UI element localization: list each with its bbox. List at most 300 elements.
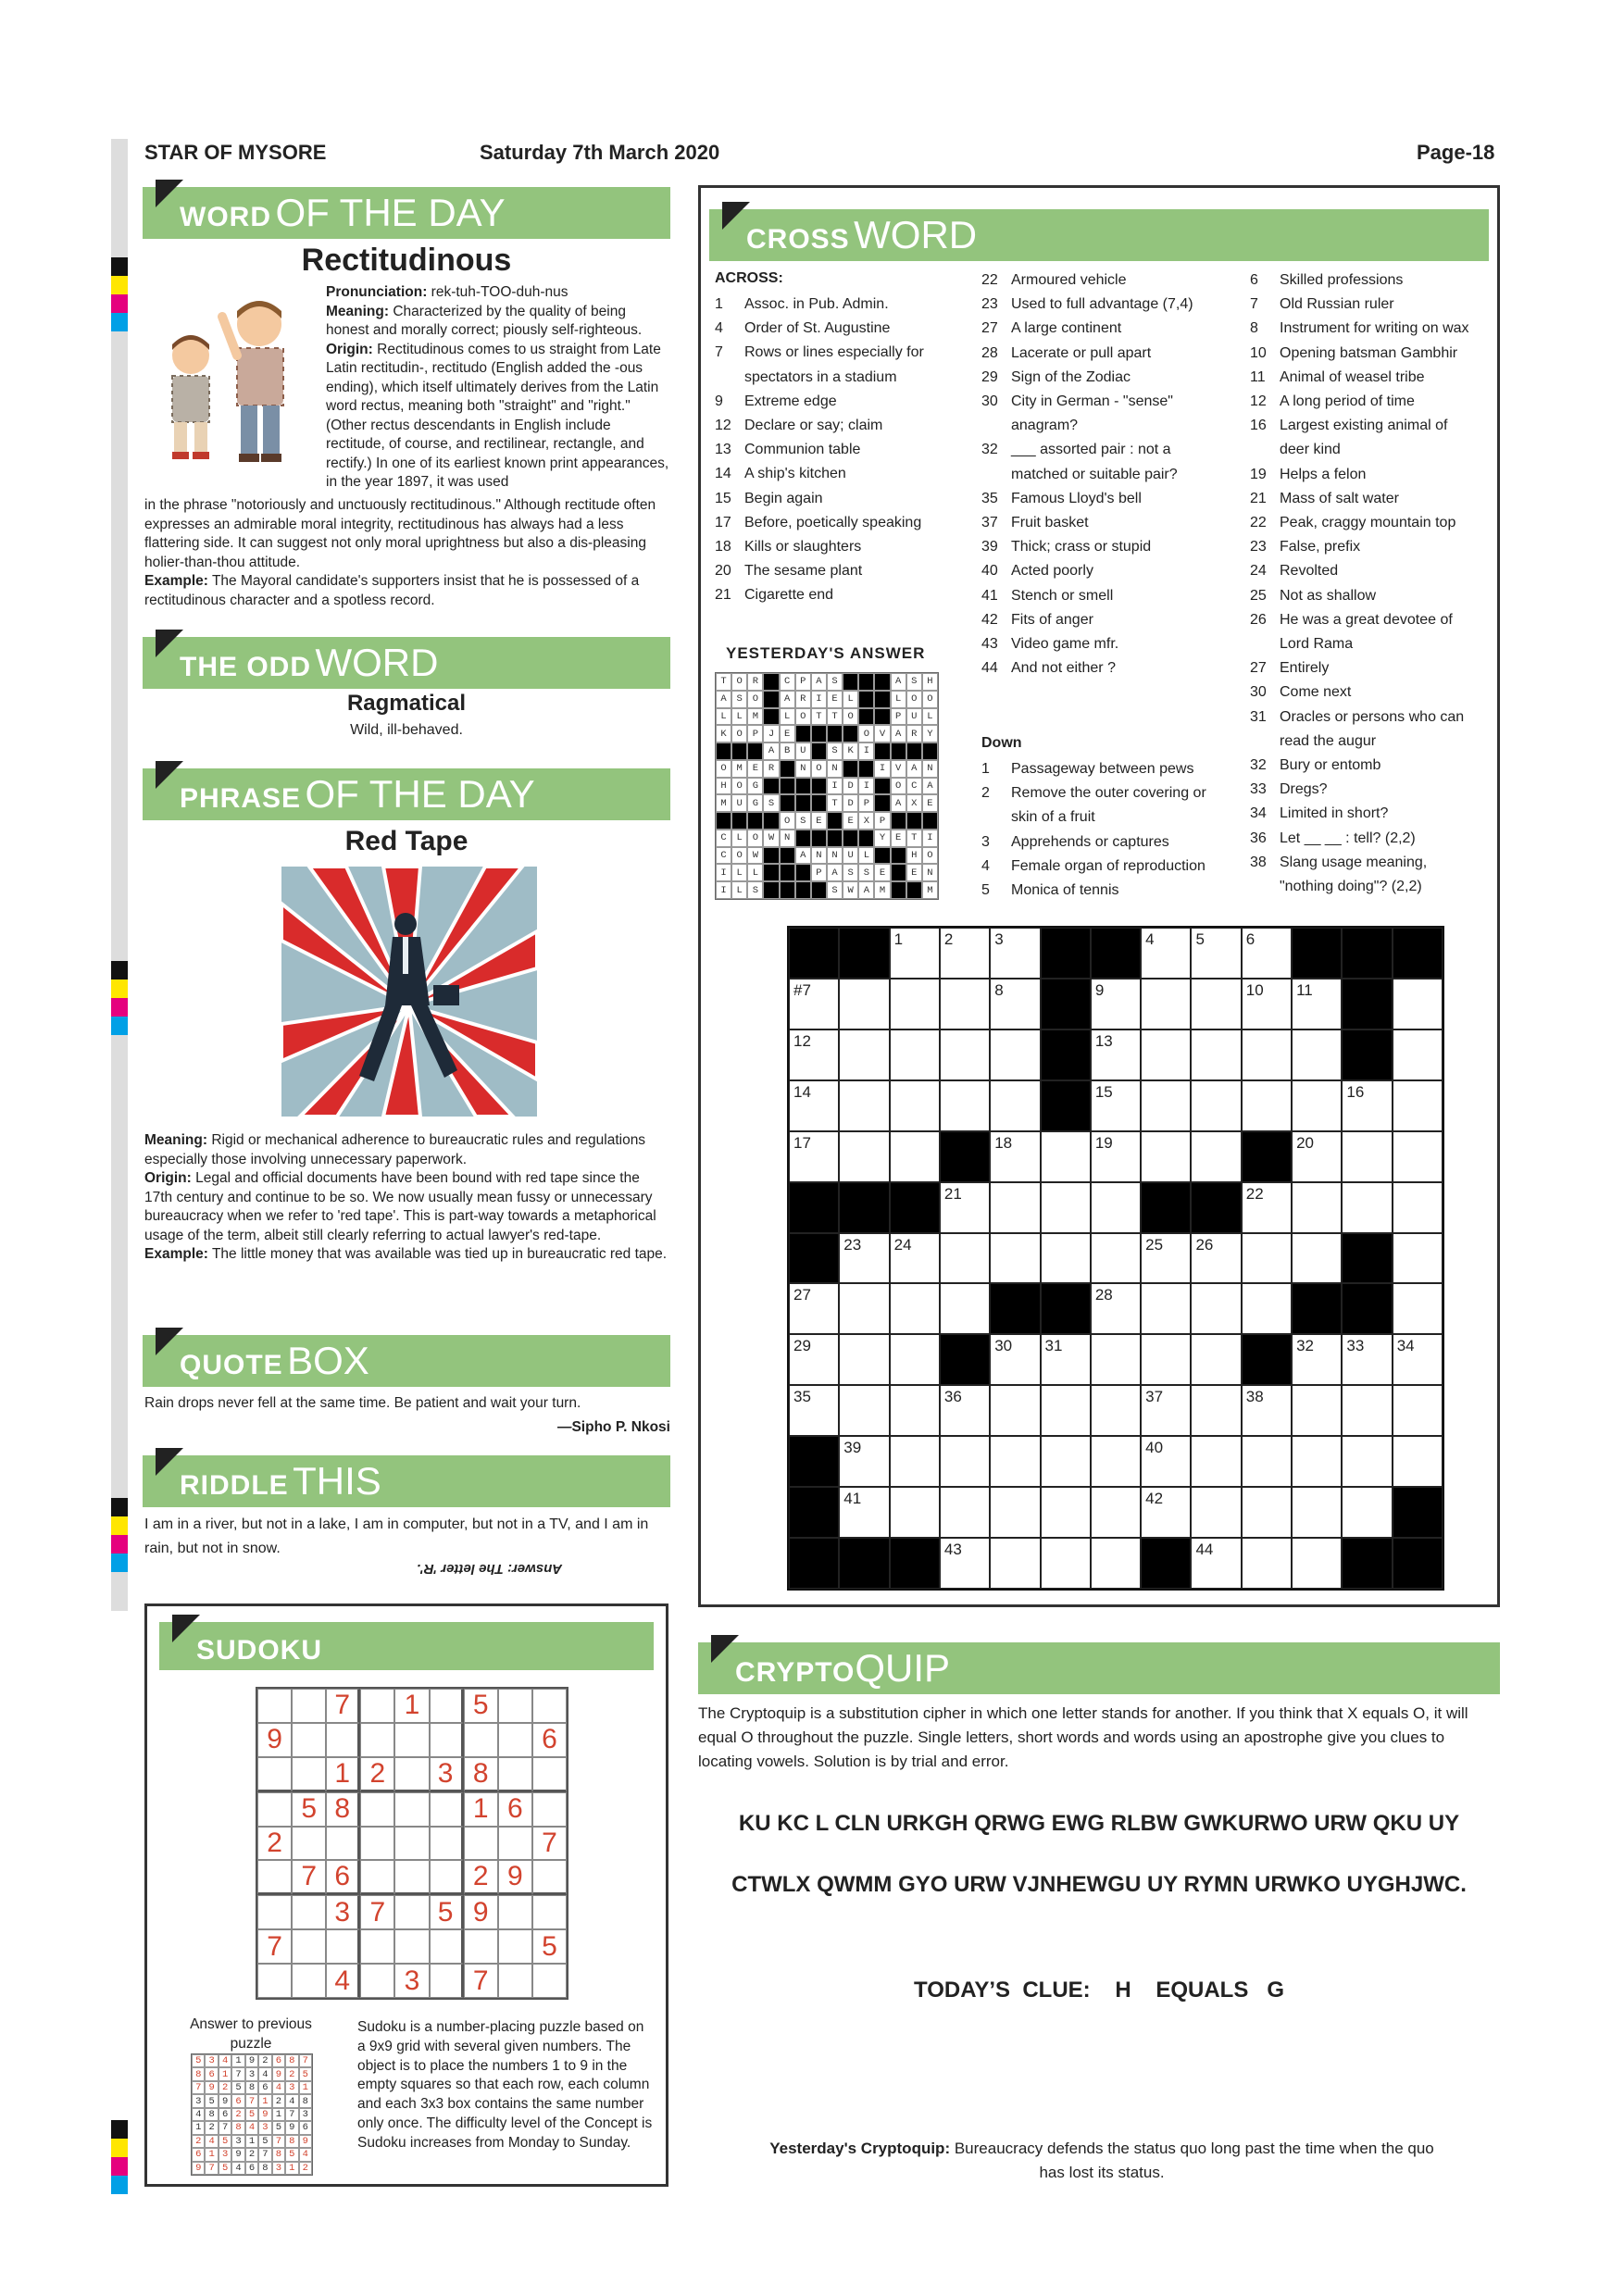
crossword-cell[interactable] [1141, 1334, 1191, 1385]
sudoku-cell[interactable]: 4 [326, 1964, 360, 1998]
crossword-cell[interactable]: 36 [940, 1385, 990, 1436]
crossword-cell[interactable] [839, 1385, 889, 1436]
sudoku-cell[interactable] [394, 1792, 429, 1827]
crossword-cell[interactable] [1342, 1436, 1392, 1487]
sudoku-cell[interactable] [498, 1929, 532, 1964]
black-square [1041, 1283, 1091, 1334]
clue: 1 Passageway between pews [981, 761, 1194, 777]
answer-cell: L [731, 864, 747, 881]
answer-cell: N [780, 830, 795, 847]
black-square [1342, 979, 1392, 1029]
crossword-cell[interactable] [890, 1334, 940, 1385]
clue: 40 Acted poorly [981, 563, 1093, 580]
sudoku-cell[interactable] [326, 1723, 360, 1757]
sudoku-cell[interactable] [430, 1860, 464, 1895]
crossword-cell[interactable] [1091, 1182, 1141, 1233]
answer-cell: O [922, 847, 938, 865]
answer-cell: 3 [272, 2162, 285, 2175]
crossword-cell[interactable]: 35 [789, 1385, 839, 1436]
answer-cell: S [747, 881, 763, 899]
crossword-cell[interactable] [890, 1385, 940, 1436]
crossword-cell[interactable] [1242, 1080, 1292, 1131]
sudoku-cell[interactable]: 6 [532, 1723, 567, 1757]
sudoku-cell[interactable] [292, 1723, 326, 1757]
sudoku-cell[interactable]: 5 [430, 1895, 464, 1929]
answer-cell [891, 742, 906, 760]
crossword-cell[interactable] [1191, 1385, 1241, 1436]
answer-cell: 7 [285, 2108, 298, 2121]
crossword-cell[interactable] [1292, 1182, 1342, 1233]
crossword-cell[interactable] [1393, 1385, 1443, 1436]
black-square [789, 1487, 839, 1538]
crossword-cell[interactable]: 5 [1191, 928, 1241, 979]
crossword-cell[interactable] [1191, 1487, 1241, 1538]
crossword-cell[interactable] [940, 1487, 990, 1538]
crossword-cell[interactable] [990, 1233, 1040, 1284]
sudoku-cell[interactable]: 5 [464, 1689, 498, 1723]
crossword-cell[interactable] [990, 1029, 1040, 1080]
sudoku-cell[interactable] [532, 1689, 567, 1723]
black-square [839, 1538, 889, 1589]
crossword-cell[interactable]: 33 [1342, 1334, 1392, 1385]
sudoku-cell[interactable]: 2 [257, 1827, 292, 1861]
sudoku-cell[interactable]: 6 [326, 1860, 360, 1895]
crossword-cell[interactable]: 37 [1141, 1385, 1191, 1436]
answer-cell: 7 [219, 2121, 231, 2134]
sudoku-cell[interactable] [360, 1723, 394, 1757]
clue: 26 He was a great devotee of [1250, 611, 1453, 628]
sudoku-cell[interactable] [360, 1860, 394, 1895]
sudoku-cell[interactable] [360, 1827, 394, 1861]
crossword-cell[interactable] [1041, 1487, 1091, 1538]
crossword-cell[interactable] [1242, 1487, 1292, 1538]
color-bar [111, 257, 128, 331]
crossword-cell[interactable] [1091, 1385, 1141, 1436]
sudoku-cell[interactable] [430, 1689, 464, 1723]
crossword-cell[interactable]: 24 [890, 1233, 940, 1284]
crossword-cell[interactable]: 30 [990, 1334, 1040, 1385]
crossword-cell[interactable] [940, 1283, 990, 1334]
clue: 4 Order of St. Augustine [715, 320, 891, 337]
clue: deer kind [1280, 442, 1341, 458]
sudoku-cell[interactable]: 7 [532, 1827, 567, 1861]
black-square [940, 1334, 990, 1385]
crossword-cell[interactable] [839, 1029, 889, 1080]
answer-cell: P [858, 794, 874, 812]
answer-cell: 4 [245, 2121, 258, 2134]
sudoku-cell[interactable]: 7 [257, 1929, 292, 1964]
black-square [1292, 928, 1342, 979]
red-tape-illustration [281, 867, 537, 1117]
sudoku-cell[interactable]: 3 [430, 1757, 464, 1792]
crossword-cell[interactable]: 29 [789, 1334, 839, 1385]
sudoku-cell[interactable] [498, 1895, 532, 1929]
sudoku-cell[interactable] [430, 1723, 464, 1757]
answer-cell [763, 847, 779, 865]
sudoku-cell[interactable] [360, 1792, 394, 1827]
black-square [1342, 1538, 1392, 1589]
crossword-cell[interactable] [890, 1080, 940, 1131]
crossword-cell[interactable] [990, 1080, 1040, 1131]
sudoku-grid[interactable] [256, 1687, 568, 2000]
crossword-cell[interactable]: 41 [839, 1487, 889, 1538]
sudoku-cell[interactable] [360, 1964, 394, 1998]
crossword-cell[interactable]: 42 [1141, 1487, 1191, 1538]
answer-cell [780, 847, 795, 865]
crossword-cell[interactable] [1191, 979, 1241, 1029]
sudoku-cell[interactable]: 5 [532, 1929, 567, 1964]
crossword-cell[interactable] [839, 1131, 889, 1182]
crossword-cell[interactable]: 32 [1292, 1334, 1342, 1385]
crossword-cell[interactable] [990, 1538, 1040, 1589]
answer-cell: S [843, 864, 858, 881]
answer-cell [874, 794, 890, 812]
odd-word-banner: THE ODD WORD [143, 637, 670, 689]
answer-cell: 9 [299, 2135, 312, 2148]
sudoku-cell[interactable] [498, 1757, 532, 1792]
clue: 37 Fruit basket [981, 515, 1089, 531]
crossword-cell[interactable] [1041, 1385, 1091, 1436]
crossword-cell[interactable] [1292, 1436, 1342, 1487]
answer-cell [827, 725, 843, 742]
sudoku-cell[interactable]: 9 [257, 1723, 292, 1757]
crossword-cell[interactable] [1393, 1233, 1443, 1284]
clue: 20 The sesame plant [715, 563, 863, 580]
crossword-cell[interactable] [940, 1080, 990, 1131]
clue: 21 Cigarette end [715, 587, 834, 604]
sudoku-cell[interactable] [257, 1964, 292, 1998]
crossword-cell[interactable] [1393, 1283, 1443, 1334]
crossword-cell[interactable] [1292, 1487, 1342, 1538]
black-square [1242, 1334, 1292, 1385]
crossword-cell[interactable] [1141, 1283, 1191, 1334]
crossword-cell[interactable] [1342, 1182, 1392, 1233]
quote-author: —Sipho P. Nkosi [556, 1419, 670, 1435]
answer-cell: E [747, 760, 763, 778]
crossword-cell[interactable] [1091, 1436, 1141, 1487]
sudoku-cell[interactable]: 9 [498, 1860, 532, 1895]
crossword-cell[interactable] [1191, 1283, 1241, 1334]
crossword-cell[interactable]: 19 [1091, 1131, 1141, 1182]
sudoku-cell[interactable] [498, 1827, 532, 1861]
crossword-cell[interactable]: 31 [1041, 1334, 1091, 1385]
crossword-cell[interactable]: 12 [789, 1029, 839, 1080]
sudoku-cell[interactable]: 7 [292, 1860, 326, 1895]
sudoku-cell[interactable] [257, 1895, 292, 1929]
sudoku-cell[interactable] [360, 1689, 394, 1723]
crossword-cell[interactable] [990, 1487, 1040, 1538]
crossword-cell[interactable] [990, 1182, 1040, 1233]
sudoku-cell[interactable] [464, 1929, 498, 1964]
sudoku-cell[interactable] [360, 1929, 394, 1964]
sudoku-cell[interactable] [498, 1689, 532, 1723]
sudoku-cell[interactable]: 5 [292, 1792, 326, 1827]
sudoku-cell[interactable] [430, 1929, 464, 1964]
crossword-cell[interactable]: 8 [990, 979, 1040, 1029]
answer-cell [874, 847, 890, 865]
answer-cell: I [858, 778, 874, 795]
sudoku-cell[interactable] [292, 1689, 326, 1723]
sudoku-cell[interactable] [394, 1757, 429, 1792]
crossword-cell[interactable] [1041, 1436, 1091, 1487]
crossword-cell[interactable]: 34 [1393, 1334, 1443, 1385]
odd-word: Ragmatical [346, 691, 467, 716]
sudoku-cell[interactable] [464, 1827, 498, 1861]
sudoku-cell[interactable]: 8 [464, 1757, 498, 1792]
clue: 32 Bury or entomb [1250, 757, 1381, 774]
answer-cell: 6 [272, 2054, 285, 2067]
sudoku-cell[interactable] [498, 1964, 532, 1998]
crossword-cell[interactable] [890, 979, 940, 1029]
sudoku-cell[interactable] [532, 1964, 567, 1998]
sudoku-cell[interactable] [532, 1757, 567, 1792]
crossword-cell[interactable]: 14 [789, 1080, 839, 1131]
answer-cell: 9 [285, 2121, 298, 2134]
crossword-cell[interactable]: 44 [1191, 1538, 1241, 1589]
sudoku-cell[interactable] [394, 1827, 429, 1861]
crossword-cell[interactable]: 27 [789, 1283, 839, 1334]
clue: 18 Kills or slaughters [715, 539, 862, 555]
crossword-cell[interactable] [1191, 1080, 1241, 1131]
crossword-cell[interactable]: #7 [789, 979, 839, 1029]
sudoku-cell[interactable] [292, 1895, 326, 1929]
answer-cell: 6 [258, 2081, 271, 2094]
crossword-cell[interactable]: 3 [990, 928, 1040, 979]
sudoku-cell[interactable] [292, 1827, 326, 1861]
crossword-cell[interactable]: 21 [940, 1182, 990, 1233]
crossword-cell[interactable] [839, 1334, 889, 1385]
crossword-cell[interactable] [1292, 1538, 1342, 1589]
crossword-cell[interactable] [839, 1283, 889, 1334]
answer-cell [811, 778, 827, 795]
crossword-cell[interactable] [1141, 1131, 1191, 1182]
sudoku-cell[interactable] [326, 1827, 360, 1861]
sudoku-cell[interactable] [292, 1757, 326, 1792]
answer-cell: 7 [299, 2054, 312, 2067]
crossword-cell[interactable] [1091, 1538, 1141, 1589]
sudoku-cell[interactable] [257, 1757, 292, 1792]
answer-cell: E [906, 864, 922, 881]
crossword-cell[interactable]: 40 [1141, 1436, 1191, 1487]
crossword-cell[interactable] [1242, 1029, 1292, 1080]
sudoku-cell[interactable] [394, 1895, 429, 1929]
answer-cell: S [795, 812, 811, 830]
crossword-cell[interactable] [1292, 1233, 1342, 1284]
crossword-cell[interactable] [1242, 1283, 1292, 1334]
crossword-cell[interactable]: 38 [1242, 1385, 1292, 1436]
sudoku-cell[interactable] [257, 1689, 292, 1723]
sudoku-cell[interactable]: 7 [360, 1895, 394, 1929]
crossword-cell[interactable]: 22 [1242, 1182, 1292, 1233]
crossword-cell[interactable] [839, 979, 889, 1029]
crossword-cell[interactable]: 16 [1342, 1080, 1392, 1131]
crossword-cell[interactable]: 13 [1091, 1029, 1141, 1080]
sudoku-cell[interactable]: 3 [326, 1895, 360, 1929]
sudoku-cell[interactable] [292, 1929, 326, 1964]
clue: 19 Helps a felon [1250, 466, 1367, 482]
answer-cell [858, 673, 874, 691]
answer-cell [763, 691, 779, 708]
crossword-cell[interactable] [1393, 1131, 1443, 1182]
crossword-cell[interactable] [1393, 1436, 1443, 1487]
crossword-cell[interactable] [839, 1080, 889, 1131]
issue-date: Saturday 7th March 2020 [480, 141, 720, 164]
sudoku-cell[interactable] [532, 1895, 567, 1929]
crossword-cell[interactable] [1141, 1080, 1191, 1131]
down-clues-col3 [1250, 268, 1469, 899]
crossword-cell[interactable] [1041, 1131, 1091, 1182]
crossword-cell[interactable] [1242, 1233, 1292, 1284]
answer-cell [874, 673, 890, 691]
sudoku-cell[interactable]: 2 [360, 1757, 394, 1792]
crossword-cell[interactable] [1191, 1029, 1241, 1080]
crossword-cell[interactable]: 18 [990, 1131, 1040, 1182]
clue: 17 Before, poetically speaking [715, 514, 922, 530]
crossword-cell[interactable]: 2 [940, 928, 990, 979]
answer-cell [763, 812, 779, 830]
crossword-cell[interactable] [1292, 1385, 1342, 1436]
crossword-cell[interactable] [940, 1436, 990, 1487]
crossword-cell[interactable] [1141, 979, 1191, 1029]
crossword-cell[interactable]: 26 [1191, 1233, 1241, 1284]
crossword-cell[interactable]: 15 [1091, 1080, 1141, 1131]
crossword-cell[interactable]: 20 [1292, 1131, 1342, 1182]
black-square [1342, 928, 1392, 979]
crossword-cell[interactable]: 10 [1242, 979, 1292, 1029]
sudoku-cell[interactable] [532, 1792, 567, 1827]
crossword-cell[interactable] [890, 1131, 940, 1182]
crossword-cell[interactable] [1292, 1080, 1342, 1131]
crossword-cell[interactable] [1091, 1487, 1141, 1538]
crossword-cell[interactable]: 43 [940, 1538, 990, 1589]
sudoku-cell[interactable] [430, 1827, 464, 1861]
crossword-cell[interactable] [990, 1385, 1040, 1436]
sudoku-cell[interactable]: 1 [394, 1689, 429, 1723]
crossword-cell[interactable] [1041, 1233, 1091, 1284]
crossword-cell[interactable] [1393, 1080, 1443, 1131]
clue: 5 Monica of tennis [981, 882, 1119, 899]
sudoku-cell[interactable]: 3 [394, 1964, 429, 1998]
crossword-cell[interactable] [940, 1233, 990, 1284]
crossword-cell[interactable]: 25 [1141, 1233, 1191, 1284]
crossword-cell[interactable] [1393, 1182, 1443, 1233]
sudoku-cell[interactable] [292, 1964, 326, 1998]
sudoku-cell[interactable]: 6 [498, 1792, 532, 1827]
crossword-cell[interactable] [890, 1029, 940, 1080]
crossword-cell[interactable] [1393, 1029, 1443, 1080]
crossword-cell[interactable]: 1 [890, 928, 940, 979]
answer-cell [906, 881, 922, 899]
crossword-cell[interactable] [940, 979, 990, 1029]
black-square [839, 1182, 889, 1233]
crossword-grid[interactable] [787, 926, 1444, 1591]
answer-cell [811, 794, 827, 812]
sudoku-cell[interactable]: 1 [326, 1757, 360, 1792]
answer-cell: N [827, 847, 843, 865]
crossword-cell[interactable] [1393, 979, 1443, 1029]
answer-cell: R [747, 673, 763, 691]
crossword-cell[interactable]: 11 [1292, 979, 1342, 1029]
crossword-cell[interactable] [1342, 1385, 1392, 1436]
crossword-cell[interactable] [1342, 1487, 1392, 1538]
crossword-cell[interactable] [1242, 1436, 1292, 1487]
crossword-cell[interactable]: 6 [1242, 928, 1292, 979]
black-square [890, 1182, 940, 1233]
answer-cell: 4 [299, 2148, 312, 2161]
riddle-banner: RIDDLE THIS [143, 1455, 670, 1507]
clue: 32 ___ assorted pair : not a [981, 442, 1171, 458]
answer-cell: O [811, 760, 827, 778]
crossword-cell[interactable] [1041, 1538, 1091, 1589]
crossword-cell[interactable]: 9 [1091, 979, 1141, 1029]
crossword-cell[interactable] [940, 1029, 990, 1080]
sudoku-cell[interactable] [532, 1860, 567, 1895]
crossword-cell[interactable] [890, 1283, 940, 1334]
sudoku-cell[interactable] [464, 1723, 498, 1757]
clue: 22 Peak, craggy mountain top [1250, 515, 1456, 531]
crossword-cell[interactable] [990, 1436, 1040, 1487]
crossword-cell[interactable] [890, 1487, 940, 1538]
clue: 30 City in German - "sense" [981, 393, 1173, 410]
sudoku-cell[interactable]: 1 [464, 1792, 498, 1827]
answer-cell: E [922, 794, 938, 812]
answer-cell: N [922, 760, 938, 778]
crossword-cell[interactable] [1191, 1131, 1241, 1182]
crossword-cell[interactable] [890, 1436, 940, 1487]
crossword-cell[interactable] [1191, 1334, 1241, 1385]
answer-cell: U [843, 847, 858, 865]
answer-cell: I [922, 830, 938, 847]
sudoku-cell[interactable] [394, 1723, 429, 1757]
crossword-cell[interactable] [1342, 1131, 1392, 1182]
answer-cell: 5 [219, 2162, 231, 2175]
sudoku-cell[interactable] [394, 1860, 429, 1895]
black-square [789, 1233, 839, 1284]
crossword-cell[interactable]: 28 [1091, 1283, 1141, 1334]
sudoku-cell[interactable]: 2 [464, 1860, 498, 1895]
crossword-cell[interactable]: 39 [839, 1436, 889, 1487]
answer-cell: 7 [192, 2081, 205, 2094]
sudoku-cell[interactable] [498, 1723, 532, 1757]
crossword-cell[interactable] [1091, 1334, 1141, 1385]
crossword-cell[interactable]: 4 [1141, 928, 1191, 979]
crossword-cell[interactable] [1242, 1538, 1292, 1589]
sudoku-cell[interactable]: 7 [464, 1964, 498, 1998]
black-square [1393, 928, 1443, 979]
answer-cell: 4 [205, 2135, 218, 2148]
answer-cell: A [906, 760, 922, 778]
sudoku-cell[interactable]: 9 [464, 1895, 498, 1929]
crossword-cell[interactable] [1141, 1029, 1191, 1080]
crossword-cell[interactable] [1292, 1029, 1342, 1080]
sudoku-cell[interactable] [430, 1964, 464, 1998]
answer-cell: O [858, 725, 874, 742]
sudoku-cell[interactable]: 7 [326, 1689, 360, 1723]
sudoku-cell[interactable] [257, 1792, 292, 1827]
answer-cell: S [906, 673, 922, 691]
black-square [1141, 1182, 1191, 1233]
sudoku-cell[interactable] [394, 1929, 429, 1964]
crossword-cell[interactable] [1041, 1182, 1091, 1233]
crossword-cell[interactable] [1091, 1233, 1141, 1284]
sudoku-cell[interactable] [326, 1929, 360, 1964]
crossword-cell[interactable]: 23 [839, 1233, 889, 1284]
crossword-cell[interactable]: 17 [789, 1131, 839, 1182]
sudoku-cell[interactable] [257, 1860, 292, 1895]
sudoku-cell[interactable] [430, 1792, 464, 1827]
sudoku-cell[interactable]: 8 [326, 1792, 360, 1827]
crossword-cell[interactable] [1191, 1436, 1241, 1487]
